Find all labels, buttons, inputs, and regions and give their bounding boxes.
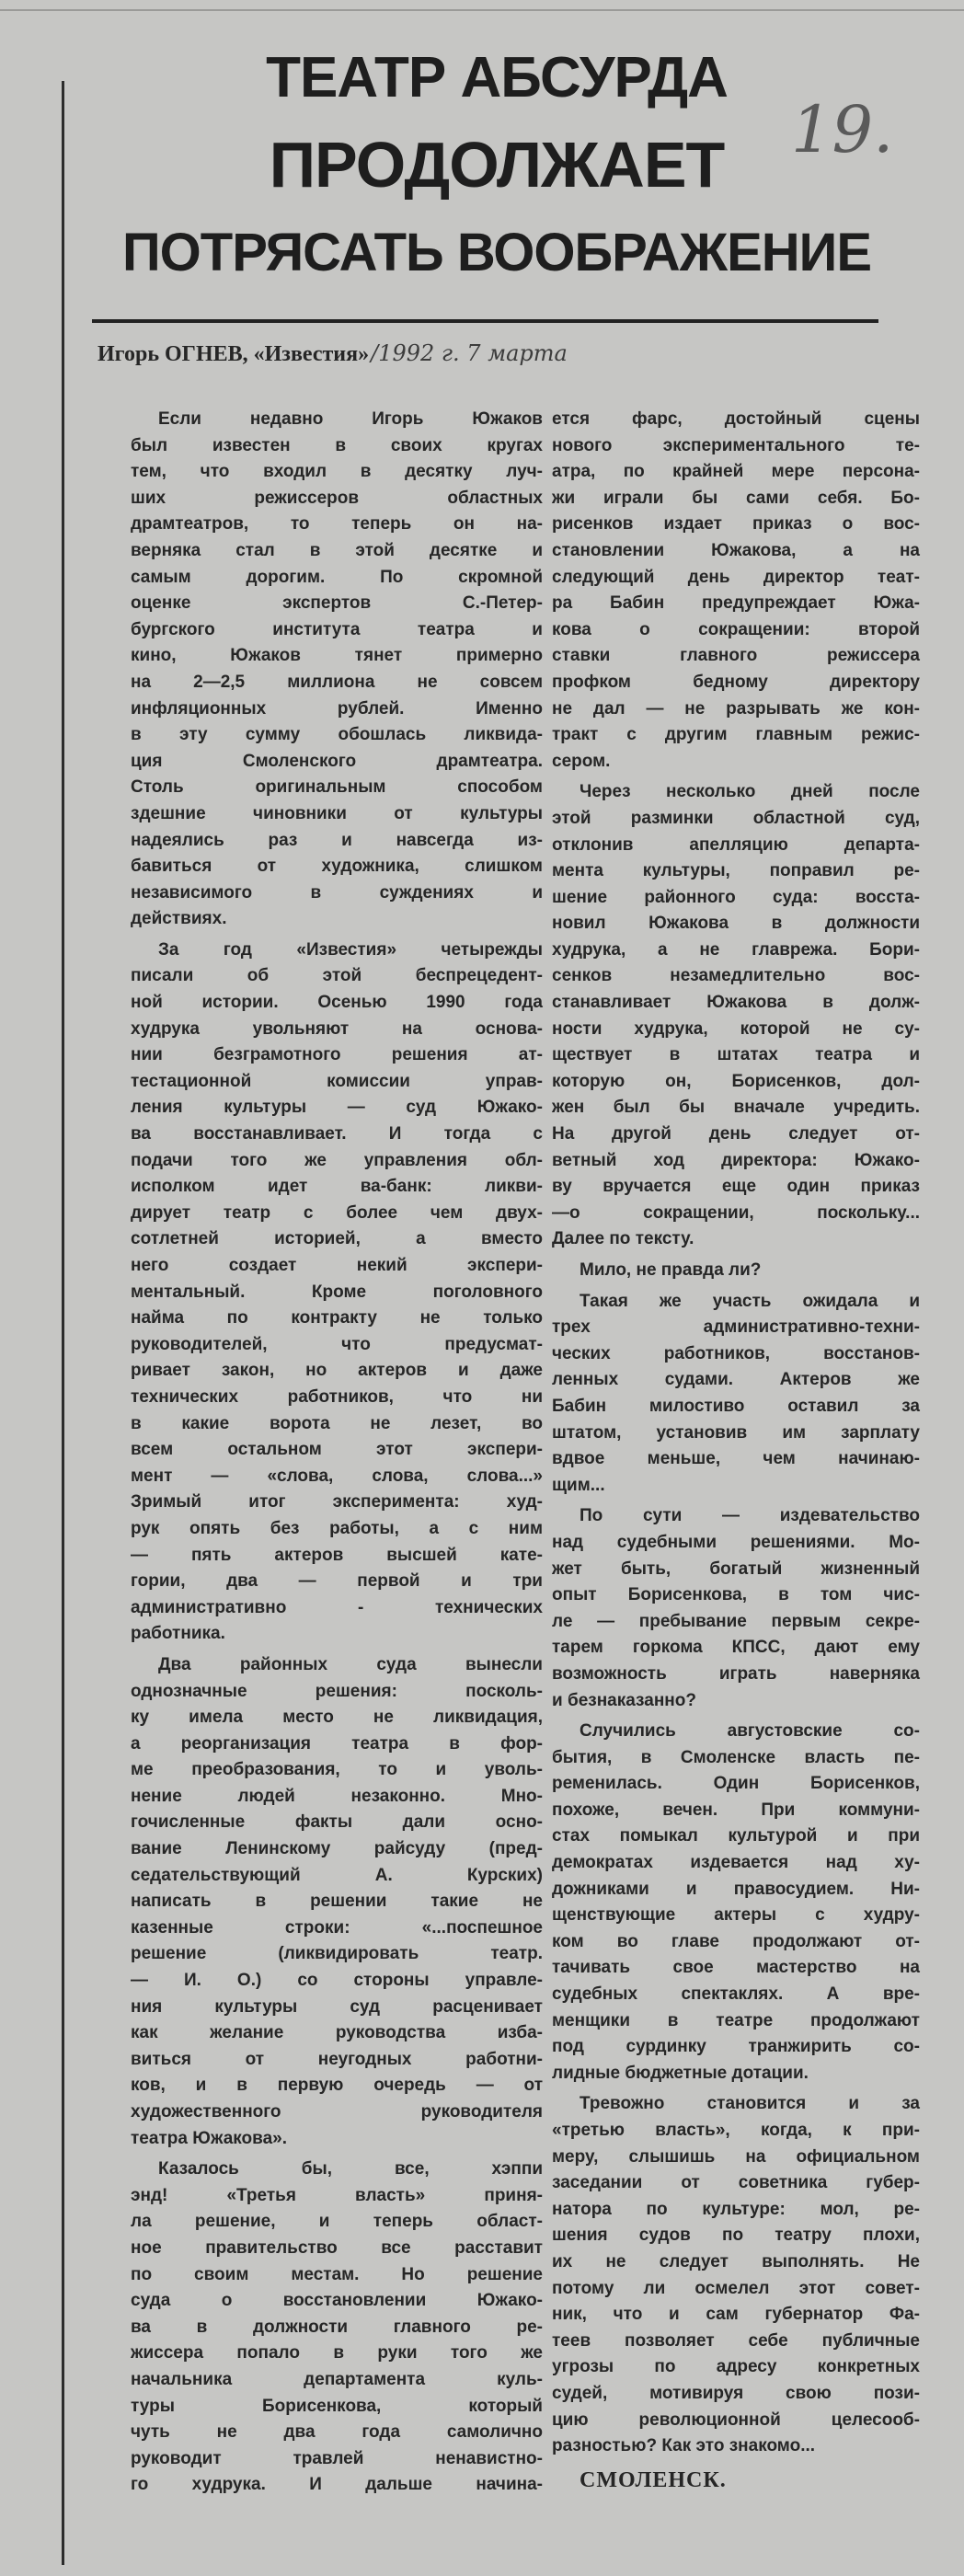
text-line: ременилась. Один Борисенков,	[552, 1774, 920, 1794]
text-line: тем, что входил в десятку луч-	[131, 462, 543, 482]
text-line: него создает некий экспери-	[131, 1256, 543, 1275]
article-paragraph	[552, 1289, 920, 1500]
headline-rule	[92, 319, 878, 323]
text-line: однозначные решения: посколь-	[131, 1681, 543, 1701]
text-line: туры Борисенкова, который	[131, 2396, 543, 2416]
text-line: не дал — не разрывать же кон-	[552, 698, 920, 719]
text-line: ментальный. Кроме поголовного	[131, 1282, 543, 1302]
text-line: гории, два — первой и три	[131, 1571, 543, 1592]
text-line: худрука, а не главрежа. Бори-	[552, 939, 920, 960]
text-line: щим...	[552, 1475, 605, 1495]
text-line: Далее по тексту.	[552, 1229, 694, 1249]
text-line: отклонив апелляцию департа-	[552, 834, 920, 855]
text-line: нового экспериментального те-	[552, 435, 920, 455]
text-line: Тревожно становится и за	[580, 2094, 920, 2114]
article-paragraph	[552, 779, 920, 1253]
text-line: станавливает Южакова в долж-	[552, 993, 920, 1013]
text-line: здешние чиновники от культуры	[131, 803, 543, 823]
text-line: ник, что и сам губернатор Фа-	[552, 2305, 920, 2325]
text-line: решение (ликвидировать театр.	[131, 1944, 543, 1964]
text-line: ков, и в первую очередь — от	[131, 2076, 543, 2096]
clipping-top-edge	[0, 9, 964, 11]
handwritten-date: /1992 г. 7 марта	[371, 340, 568, 366]
text-line: лидные бюджетные дотации.	[552, 2063, 809, 2083]
text-line: ку имела место не ликвидация,	[131, 1708, 543, 1728]
text-line: —о сокращении, поскольку...	[552, 1202, 920, 1223]
text-line: угрозы по адресу конкретных	[552, 2357, 920, 2377]
text-line: Зримый итог эксперимента: худ-	[131, 1492, 543, 1512]
text-line: независимого в суждениях и	[131, 882, 543, 903]
text-line: За год «Известия» четырежды	[158, 939, 543, 960]
text-line: потому ли осмелел этот совет-	[552, 2278, 920, 2298]
article-paragraph	[552, 1719, 920, 2087]
text-line: вдвое меньше, чем начинаю-	[552, 1449, 920, 1469]
text-line: опыт Борисенкова, в том чис-	[552, 1585, 920, 1605]
text-line: ла решение, и теперь област-	[131, 2212, 543, 2232]
text-line: руководителей, что предусмат-	[131, 1334, 543, 1354]
text-line: нение людей незаконно. Мно-	[131, 1786, 543, 1806]
text-line: ное правительство все расставит	[131, 2237, 543, 2258]
text-line: ком во главе продолжают от-	[552, 1931, 920, 1951]
article-paragraph	[552, 2091, 920, 2459]
text-line: цию революционной целесооб-	[552, 2409, 920, 2430]
headline-line-3: ПОТРЯСАТЬ ВООБРАЖЕНИЕ	[121, 223, 872, 282]
text-line: которую он, Борисенков, дол-	[552, 1071, 920, 1091]
text-line: рисенков издает приказ о вос-	[552, 514, 920, 535]
text-line: теев позволяет себе публичные	[552, 2330, 920, 2351]
text-line: ва в должности главного ре-	[131, 2317, 543, 2337]
text-line: вание Ленинскому райсуду (пред-	[131, 1839, 543, 1859]
text-line: — И. О.) со стороны управле-	[131, 1971, 543, 1991]
headline-line-2: ПРОДОЛЖАЕТ	[269, 129, 725, 201]
article-column-right	[552, 407, 920, 2493]
text-line: похоже, вечен. При коммуни-	[552, 1800, 920, 1820]
text-line: трех административно-техни-	[552, 1317, 920, 1338]
text-line: самым дорогим. По скромной	[131, 567, 543, 587]
text-line: сенков незамедлительно вос-	[552, 966, 920, 986]
text-line: ется фарс, достойный сцены	[552, 409, 920, 429]
text-line: атра, по крайней мере персона-	[552, 462, 920, 482]
text-line: ция Смоленского драмтеатра.	[131, 751, 543, 771]
text-line: заседании от советника губер-	[552, 2173, 920, 2193]
text-line: тракт с другим главным режис-	[552, 725, 920, 745]
text-line: на 2—2,5 миллиона не совсем	[131, 672, 543, 692]
text-line: По сути — издевательство	[580, 1506, 920, 1526]
text-line: ставки главного режиссера	[552, 646, 920, 666]
text-line: исполком идет ва-банк: ликви-	[131, 1177, 543, 1197]
text-line: ва восстанавливает. И тогда с	[131, 1124, 543, 1144]
text-line: седательствующий А. Курских)	[131, 1865, 543, 1885]
text-line: ву вручается еще один приказ	[552, 1177, 920, 1197]
text-line: их не следует выполнять. Не	[552, 2251, 920, 2271]
text-line: суда о восстановлении Южако-	[131, 2291, 543, 2311]
text-line: На другой день следует от-	[552, 1124, 920, 1144]
text-line: дожниками и правосудием. Ни-	[552, 1879, 920, 1899]
text-line: мент — «слова, слова, слова...»	[131, 1466, 543, 1486]
article-paragraph	[131, 937, 543, 1648]
text-line: дирует театр с более чем двух-	[131, 1202, 543, 1223]
text-line: ления культуры — суд Южако-	[131, 1098, 543, 1118]
text-line: как желание руководства изба-	[131, 2023, 543, 2043]
text-line: сером.	[552, 751, 611, 771]
text-line: по своим местам. Но решение	[131, 2264, 543, 2284]
text-line: стах помыкал культурой и при	[552, 1826, 920, 1846]
article-paragraph	[131, 1652, 543, 2152]
text-line: руководит травлей ненавистно-	[131, 2448, 543, 2468]
byline-author: Игорь ОГНЕВ, «Известия»	[98, 342, 370, 366]
text-line: подачи того же управления обл-	[131, 1150, 543, 1170]
text-line: всем остальном этот экспери-	[131, 1440, 543, 1460]
text-line: бургского института театра и	[131, 619, 543, 639]
text-line: действиях.	[131, 909, 227, 929]
text-line: худрука увольняют на основа-	[131, 1018, 543, 1039]
text-line: Мило, не правда ли?	[580, 1260, 762, 1280]
handwritten-number: 19.	[791, 92, 894, 167]
text-line: ленных судами. Актеров же	[552, 1370, 920, 1390]
text-line: инфляционных рублей. Именно	[131, 698, 543, 719]
text-line: ществует в штатах театра и	[552, 1045, 920, 1065]
text-line: бавиться от художника, слишком	[131, 857, 543, 877]
text-line: Если недавно Игорь Южаков	[158, 409, 543, 429]
text-line: менщики в театре продолжают	[552, 2010, 920, 2030]
text-line: кино, Южаков тянет примерно	[131, 646, 543, 666]
text-line: сотлетней историей, а вместо	[131, 1229, 543, 1249]
text-line: тачивать свое мастерство на	[552, 1958, 920, 1978]
text-line: профком бедному директору	[552, 672, 920, 692]
text-line: демократах издевается над ху-	[552, 1853, 920, 1873]
text-line: натора по культуре: мол, ре-	[552, 2199, 920, 2219]
text-line: Через несколько дней после	[580, 782, 920, 802]
article-column-left	[131, 407, 543, 2503]
text-line: кова о сокращении: второй	[552, 619, 920, 639]
text-line: надеялись раз и навсегда из-	[131, 830, 543, 850]
text-line: Два районных суда вынесли	[158, 1654, 543, 1674]
text-line: жиссера попало в руки того же	[131, 2343, 543, 2363]
text-line: судебных спектаклях. А вре-	[552, 1984, 920, 2005]
text-line: театра Южакова».	[131, 2128, 287, 2148]
text-line: нии безграмотного решения ат-	[131, 1045, 543, 1065]
text-line: тарем горкома КПСС, дают ему	[552, 1638, 920, 1658]
text-line: тестационной комиссии управ-	[131, 1071, 543, 1091]
text-line: верняка стал в этой десятке и	[131, 540, 543, 560]
headline-line-1: ТЕАТР АБСУРДА	[266, 46, 728, 109]
text-line: над судебными решениями. Мо-	[552, 1532, 920, 1552]
article-paragraph	[131, 2156, 543, 2499]
text-line: в эту сумму обошлась ликвида-	[131, 725, 543, 745]
text-line: ческих работников, восстанов-	[552, 1343, 920, 1363]
text-line: энд! «Третья власть» приня-	[131, 2185, 543, 2205]
text-line: а реорганизация театра в фор-	[131, 1733, 543, 1754]
text-line: Столь оригинальным способом	[131, 777, 543, 798]
text-line: Бабин милостиво оставил за	[552, 1396, 920, 1416]
text-line: — пять актеров высшей кате-	[131, 1545, 543, 1565]
text-line: административно - технических	[131, 1597, 543, 1617]
column-rule	[62, 81, 64, 2565]
text-line: щенствующие актеры с худру-	[552, 1905, 920, 1926]
text-line: мента культуры, поправил ре-	[552, 861, 920, 881]
byline	[98, 340, 907, 367]
text-line: Случились августовские со-	[580, 1721, 920, 1742]
text-line: жет быть, богатый жизненный	[552, 1558, 920, 1579]
text-line: писали об этой беспрецедент-	[131, 966, 543, 986]
article-paragraph	[552, 407, 920, 775]
text-line: работника.	[131, 1624, 225, 1644]
text-line: в какие ворота не лезет, во	[131, 1413, 543, 1433]
text-line: ной истории. Осенью 1990 года	[131, 993, 543, 1013]
text-line: был известен в своих кругах	[131, 435, 543, 455]
text-line: го худрука. И дальше начина-	[131, 2475, 543, 2495]
text-line: казенные строки: «...поспешное	[131, 1917, 543, 1938]
text-line: рук опять без работы, а с ним	[131, 1518, 543, 1538]
text-line: «третью власть», когда, к при-	[552, 2121, 920, 2140]
text-line: найма по контракту не только	[131, 1308, 543, 1328]
text-line: бытия, в Смоленске власть пе-	[552, 1747, 920, 1767]
text-line: ривает закон, но актеров и даже	[131, 1361, 543, 1381]
text-line: гочисленные факты дали осно-	[131, 1812, 543, 1833]
text-line: следующий день директор теат-	[552, 567, 920, 587]
text-line: оценке экспертов С.-Петер-	[131, 593, 543, 614]
text-line: ле — пребывание первым секре-	[552, 1611, 920, 1631]
text-line: разностью? Как это знакомо...	[552, 2436, 816, 2456]
text-line: ния культуры суд расценивает	[131, 1996, 543, 2017]
text-line: становлении Южакова, а на	[552, 540, 920, 560]
text-line: новил Южакова в должности	[552, 914, 920, 934]
text-line: под сурдинку транжирить со-	[552, 2037, 920, 2057]
article-paragraph	[131, 407, 543, 933]
article-paragraph	[552, 1258, 920, 1284]
text-line: художественного руководителя	[131, 2102, 543, 2122]
text-line: ветный ход директора: Южако-	[552, 1150, 920, 1170]
text-line: ме преобразования, то и уволь-	[131, 1760, 543, 1780]
text-line: ших режиссеров областных	[131, 488, 543, 508]
text-line: судей, мотивируя свою пози-	[552, 2383, 920, 2403]
text-line: возможность играть наверняка	[552, 1663, 920, 1684]
text-line: написать в решении такие не	[131, 1892, 543, 1912]
text-line: штатом, установив им зарплату	[552, 1422, 920, 1443]
text-line: жи играли бы сами себя. Бо-	[552, 488, 920, 508]
text-line: виться от неугодных работни-	[131, 2049, 543, 2069]
text-line: меру, слышишь на официальном	[552, 2146, 920, 2167]
text-line: драмтеатров, то теперь он на-	[131, 514, 543, 535]
text-line: ра Бабин предупреждает Южа-	[552, 593, 920, 614]
text-line: жен был бы вначале учредить.	[552, 1098, 920, 1118]
text-line: этой разминки областной суд,	[552, 808, 920, 828]
text-line: Такая же участь ожидала и	[580, 1291, 920, 1311]
text-line: технических работников, что ни	[131, 1386, 543, 1407]
text-line: шение районного суда: восста-	[552, 887, 920, 907]
text-line: начальника департамента куль-	[131, 2369, 543, 2389]
text-line: чуть не два года самолично	[131, 2422, 543, 2443]
text-line: ности худрука, которой не су-	[552, 1018, 920, 1039]
dateline: СМОЛЕНСК.	[580, 2467, 727, 2492]
text-line: шения судов по театру плохи,	[552, 2225, 920, 2246]
text-line: Казалось бы, все, хэппи	[158, 2159, 543, 2179]
article-paragraph	[552, 1503, 920, 1714]
text-line: и безнаказанно?	[552, 1690, 696, 1710]
